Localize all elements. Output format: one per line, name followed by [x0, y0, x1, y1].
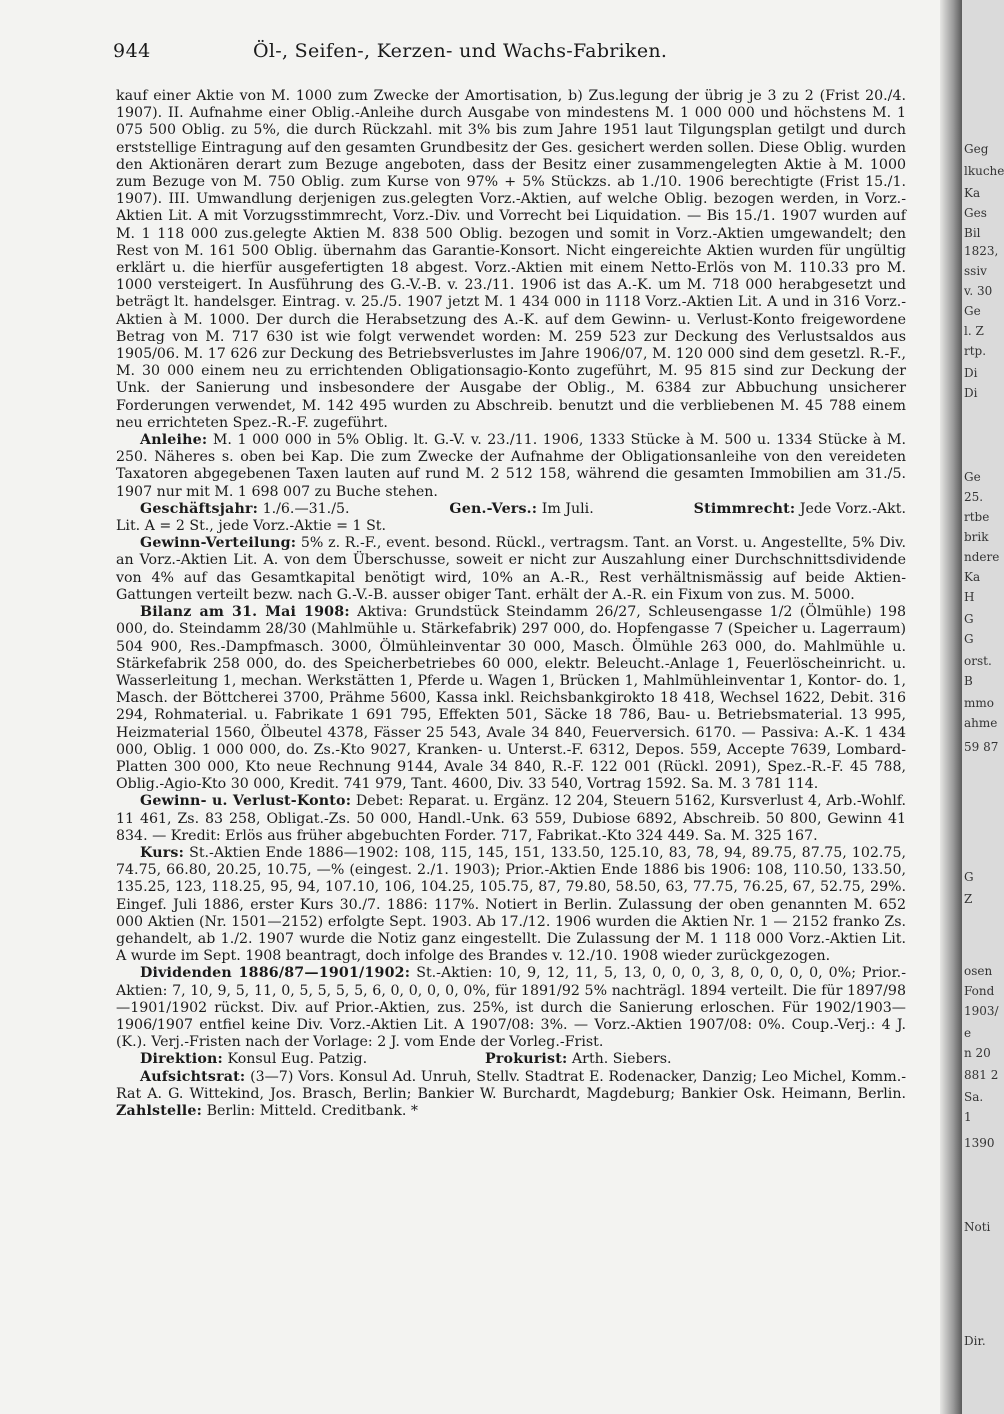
fiscal-year-value: 1./6.—31./5.	[262, 500, 350, 517]
section-text: St.-Aktien: 10, 9, 12, 11, 5, 13, 0, 0, 0, 3, 8, 0, 0, 0, 0, 0%; Prior.-Aktien: 7, 10, 9, 5, 11, 0, 5, 5, 5, 5, 6, 0, 0, 0, 0, 0%, für 1891/92 5% nachträgl. 1894 verteilt. Die für 1897/98—1901/1902 rückst. Div. auf Prior.-Aktien, zus. 25%, ist durch die Sanierung erloschen. Für 1902/1903—1906/1907 entfiel keine Div. Vorz.-Aktien Lit. A 1907/08: 3%. — Vorz.-Aktien 1907/08: 0%. Coup.-Verj.: 4 J. (K.). Verj.-Fristen nach der Vorlage: 2 J. vom Ende der Vorleg.-Frist.	[116, 965, 906, 1051]
section-text: 5% z. R.-F., event. besond. Rückl., vertragsm. Tant. an Vorst. u. Angestellte, 5% Div. an Vorz.-Aktien Lit. A. von dem Überschusse, soweit er nicht zur Auszahlung einer Durchschnittsdividende von 4% auf das Gesamtkapital benötigt wird, 10% an A.-R., Rest verhältnismässig auf beide Aktien-Gattungen verteilt bezw. nach G.-V.-B. ausser obiger Tant. erhält der A.-R. ein Fixum von zus. M. 5000.	[116, 535, 906, 603]
adjacent-page-fragment: orst.	[964, 654, 992, 668]
section-label: Aufsichtsrat:	[140, 1068, 246, 1085]
adjacent-page-fragment: Z	[964, 892, 973, 906]
adjacent-page-fragment: Dir.	[964, 1334, 986, 1348]
adjacent-page-fragment: e	[964, 1026, 972, 1040]
adjacent-page-fragment: 1903/	[964, 1004, 999, 1018]
section-text: M. 1 000 000 in 5% Oblig. lt. G.-V. v. 23./11. 1906, 1333 Stücke à M. 500 u. 1334 Stücke à M. 250. Näheres s. oben bei Kap. Die zum Zwecke der Aufnahme der Obligationsanleihe von den vereideten Taxatoren abgegebenen Taxen lauten auf rund M. 2 512 158, während die gesamten Immobilien am 31./5. 1907 nur mit M. 1 698 007 zu Buche stehen.	[116, 432, 906, 500]
general-meeting	[449, 501, 593, 518]
adjacent-page-fragment: v. 30	[964, 284, 993, 298]
adjacent-page-fragment: Ges	[964, 206, 987, 220]
direction-value: Konsul Eug. Patzig.	[227, 1051, 368, 1068]
adjacent-page-fragment: lkuche	[964, 164, 1004, 178]
adjacent-page-fragment: 1823,	[964, 244, 999, 258]
adjacent-page-fragment: G	[964, 632, 974, 646]
section-text: Aktiva: Grundstück Steindamm 26/27, Schleusengasse 1/2 (Ölmühle) 198 000, do. Steindamm 28/30 (Mahlmühle u. Stärkefabrik) 297 000, do. Hopfengasse 7 (Speicher u. Lagerraum) 504 900, Res.-Dampfmasch. 3000, Ölmühleinventar 30 000, Masch. Ölmühle 263 000, do. Mahlmühle u. Stärkefabrik 258 000, do. des Speicherbetriebes 60 000, elektr. Beleucht.-Anlage 1, Feuerlöscheinricht. u. Wasserleitung 1, mechan. Werkstätten 1, Pferde u. Wagen 1, Brücken 1, Mahlmühleinventar 1, Kontor- do. 1, Masch. der Böttcherei 3700, Prähme 5600, Kassa inkl. Reichsbankgirokto 18 418, Wechsel 1622, Debit. 316 294, Rohmaterial. u. Fabrikate 1 691 795, Effekten 501, Säcke 18 786, Bau- u. Betriebsmaterial. 13 995, Heizmaterial 1560, Ölbeutel 4378, Fässer 25 543, Avale 34 840, Feuerversich. 6170. — Passiva: A.-K. 1 434 000, Oblig. 1 000 000, do. Zs.-Kto 9027, Kranken- u. Unterst.-F. 6312, Depos. 559, Accepte 7639, Lombard-Platten 300 000, Kto neue Rechnung 9144, Avale 34 840, R.-F. 122 001 (Rückl. 2091), Spez.-R.-F. 45 788, Oblig.-Agio-Kto 30 000, Kredit. 741 979, Tant. 4600, Div. 33 540, Vortrag 1592. Sa. M. 3 781 114.	[116, 604, 906, 793]
paying-agent-value: Berlin: Mitteld. Creditbank. *	[206, 1102, 418, 1119]
adjacent-page-fragment: brik	[964, 530, 989, 544]
voting-right	[694, 501, 906, 518]
adjacent-page-fragment: Ge	[964, 304, 981, 318]
section-label: Gewinn-Verteilung:	[140, 535, 297, 552]
section-kurs	[116, 845, 906, 965]
adjacent-page-fragment: l. Z	[964, 324, 984, 338]
adjacent-page-fragment: Sa.	[964, 1090, 984, 1104]
adjacent-page-fragment: Di	[964, 366, 978, 380]
section-label: Dividenden 1886/87—1901/1902:	[140, 965, 411, 982]
direction	[140, 1051, 485, 1068]
section-anleihe	[116, 432, 906, 501]
adjacent-page-fragment: rtbe	[964, 510, 990, 524]
adjacent-page-fragment: Di	[964, 386, 978, 400]
adjacent-page-fragment: mmo	[964, 696, 994, 710]
fiscal-year-label: Geschäftsjahr:	[140, 500, 259, 517]
prokurist-label: Prokurist:	[485, 1051, 568, 1068]
intro-paragraph: kauf einer Aktie von M. 1000 zum Zwecke der Amortisation, b) Zus.legung der übrig je 3 zu 2 (Frist 20./4. 1907). II. Aufnahme einer Oblig.-Anleihe durch Ausgabe von mindestens M. 1 000 000 und höchstens M. 1 075 500 Oblig. zu 5%, die durch Rückzahl. mit 3% bis zum Jahre 1951 laut Tilgungsplan getilgt und durch erststellige Eintragung auf den gesamten Grundbesitz der Ges. gesichert werden sollen. Diese Oblig. wurden den Aktionären derart zum Bezuge angeboten, dass der Besitz einer zusammengelegten Aktie à M. 1000 zum Bezuge von M. 750 Oblig. zum Kurse von 97% + 5% Stückzs. ab 1./10. 1906 berechtigte (Frist 15./1. 1907). III. Umwandlung derjenigen zus.gelegten Vorz.-Aktien, auf welche Oblig. bezogen werden, in Vorz.-Aktien Lit. A mit Vorzugsstimmrecht, Vorz.-Div. und Vorrecht bei Liquidation. — Bis 15./1. 1907 wurden auf M. 1 118 000 zus.gelegte Aktien M. 838 500 Oblig. bezogen und somit in Vorz.-Aktien umgewandelt; den Rest von M. 161 500 Oblig. übernahm das Garantie-Konsort. Nicht eingereichte Aktien wurden für ungültig erklärt u. die hierfür ausgefertigten 18 abgest. Vorz.-Aktien mit einem Netto-Erlös von M. 110.33 pro M. 1000 versteigert. In Ausführung des G.-V.-B. v. 23./11. 1906 ist das A.-K. um M. 718 000 herabgesetzt und beträgt lt. handelsger. Eintrag. v. 25./5. 1907 jetzt M. 1 434 000 in 1118 Vorz.-Aktien Lit. A und in 316 Vorz.-Aktien à M. 1000. Der durch die Herabsetzung des A.-K. auf dem Gewinn- u. Verlust-Konto freigewordene Betrag von M. 717 630 ist wie folgt verwendet worden: M. 259 523 zur Deckung des Verlustsaldos aus 1905/06. M. 17 626 zur Deckung des Betriebsverlustes im Jahre 1906/07, M. 120 000 sind dem gesetzl. R.-F., M. 30 000 einem neu zu errichtenden Obligationsagio-Konto zugeführt, M. 95 815 sind zur Deckung der Unk. der Sanierung und insbesondere der Ausgabe der Oblig., M. 6384 zur Abbuchung unsicherer Forderungen verwendet, M. 142 495 wurden zu Abschreib. benutzt und die verbliebenen M. 45 788 einem neu errichteten Spez.-R.-F. zugeführt.	[116, 88, 906, 431]
prokurist-value: Arth. Siebers.	[571, 1051, 672, 1068]
adjacent-page-fragment: Ge	[964, 470, 981, 484]
section-text: (3—7) Vors. Konsul Ad. Unruh, Stellv. Stadtrat E. Rodenacker, Danzig; Leo Michel, Komm.-Rat A. G. Wittekind, Jos. Brasch, Berlin; Bankier W. Burchardt, Magdeburg; Bankier Osk. Heimann, Berlin.	[116, 1068, 906, 1102]
running-head: Öl-, Seifen-, Kerzen- und Wachs-Fabriken.	[253, 40, 668, 62]
article-body	[116, 88, 906, 1393]
adjacent-page-fragment: Fond	[964, 984, 995, 998]
adjacent-page-fragment: osen	[964, 964, 993, 978]
adjacent-page-fragment: 25.	[964, 490, 984, 504]
section-dividenden	[116, 965, 906, 1051]
adjacent-page-fragment: G	[964, 612, 974, 626]
adjacent-page-fragment: Noti	[964, 1220, 991, 1234]
adjacent-page-edge	[962, 0, 1004, 1414]
voting-right-label: Stimmrecht:	[693, 500, 796, 517]
section-label: Gewinn- u. Verlust-Konto:	[140, 793, 352, 810]
adjacent-page-fragment: Bil	[964, 226, 981, 240]
section-gewinn-verteilung	[116, 535, 906, 604]
adjacent-page-fragment: H	[964, 590, 975, 604]
paying-agent-label: Zahlstelle:	[116, 1102, 203, 1119]
adjacent-page-fragment: Ka	[964, 186, 981, 200]
adjacent-page-fragment: rtp.	[964, 344, 987, 358]
adjacent-page-fragment: 59 87	[964, 740, 999, 754]
adjacent-page-fragment: Ka	[964, 570, 981, 584]
section-text: Debet: Reparat. u. Ergänz. 12 204, Steuern 5162, Kursverlust 4, Arb.-Wohlf. 11 461, Zs. 83 258, Obligat.-Zs. 50 000, Handl.-Unk. 63 559, Dubiose 6892, Abschreib. 50 800, Gewinn 41 834. — Kredit: Erlös aus früher abgebuchten Forder. 717, Fabrikat.-Kto 324 449. Sa. M. 325 167.	[116, 793, 906, 844]
direction-line	[116, 1051, 906, 1068]
section-label: Anleihe:	[140, 432, 208, 449]
section-label: Kurs:	[140, 844, 185, 861]
section-bilanz	[116, 604, 906, 793]
section-text: St.-Aktien Ende 1886—1902: 108, 115, 145, 151, 133.50, 125.10, 83, 78, 94, 89.75, 87.75, 102.75, 74.75, 66.80, 20.25, 10.75, —% (eingest. 2./1. 1903); Prior.-Aktien Ende 1886 bis 1906: 108, 110.50, 133.50, 135.25, 123, 118.25, 95, 94, 107.10, 106, 104.25, 105.75, 87, 79.80, 58.50, 63, 77.75, 76.25, 67, 52.75, 29%. Eingef. Juli 1886, erster Kurs 30./7. 1886: 117%. Notiert in Berlin. Zulassung der oben genannten M. 652 000 Aktien (Nr. 1501—2152) erfolgte Sept. 1903. Ab 17./12. 1906 wurden die Aktien Nr. 1 — 2152 franko Zs. gehandelt, ab 1./2. 1907 wurde die Notiz ganz eingestellt. Die Zulassung der M. 1 118 000 Vorz.-Aktien Lit. A wurde im Sept. 1908 beantragt, doch infolge des Brandes v. 12./10. 1908 wieder zurückgezogen.	[116, 844, 906, 965]
adjacent-page-fragment: Geg	[964, 142, 989, 156]
general-info-line	[116, 501, 906, 518]
adjacent-page-fragment: n 20	[964, 1046, 991, 1060]
direction-label: Direktion:	[140, 1051, 223, 1068]
voting-right-continuation: Lit. A = 2 St., jede Vorz.-Aktie = 1 St.	[116, 518, 386, 535]
adjacent-page-fragment: ahme	[964, 716, 998, 730]
adjacent-page-fragment: ndere	[964, 550, 1000, 564]
adjacent-page-fragment: 1	[964, 1110, 972, 1124]
adjacent-page-fragment: B	[964, 674, 973, 688]
page-number: 944	[113, 40, 151, 62]
general-meeting-value: Im Juli.	[541, 500, 594, 517]
section-aufsichtsrat	[116, 1069, 906, 1121]
fiscal-year	[140, 501, 350, 518]
adjacent-page-fragment: G	[964, 870, 974, 884]
section-gewinn-verlust-konto	[116, 793, 906, 845]
prokurist	[485, 1051, 672, 1068]
book-gutter-shadow	[940, 0, 962, 1414]
general-meeting-label: Gen.-Vers.:	[449, 500, 538, 517]
section-label: Bilanz am 31. Mai 1908:	[140, 604, 350, 621]
adjacent-page-fragment: 1390	[964, 1136, 995, 1150]
adjacent-page-fragment: ssiv	[964, 264, 987, 278]
adjacent-page-fragment: 881 2	[964, 1068, 999, 1082]
page-header	[113, 40, 913, 70]
voting-right-value: Jede Vorz.-Akt.	[799, 500, 906, 517]
